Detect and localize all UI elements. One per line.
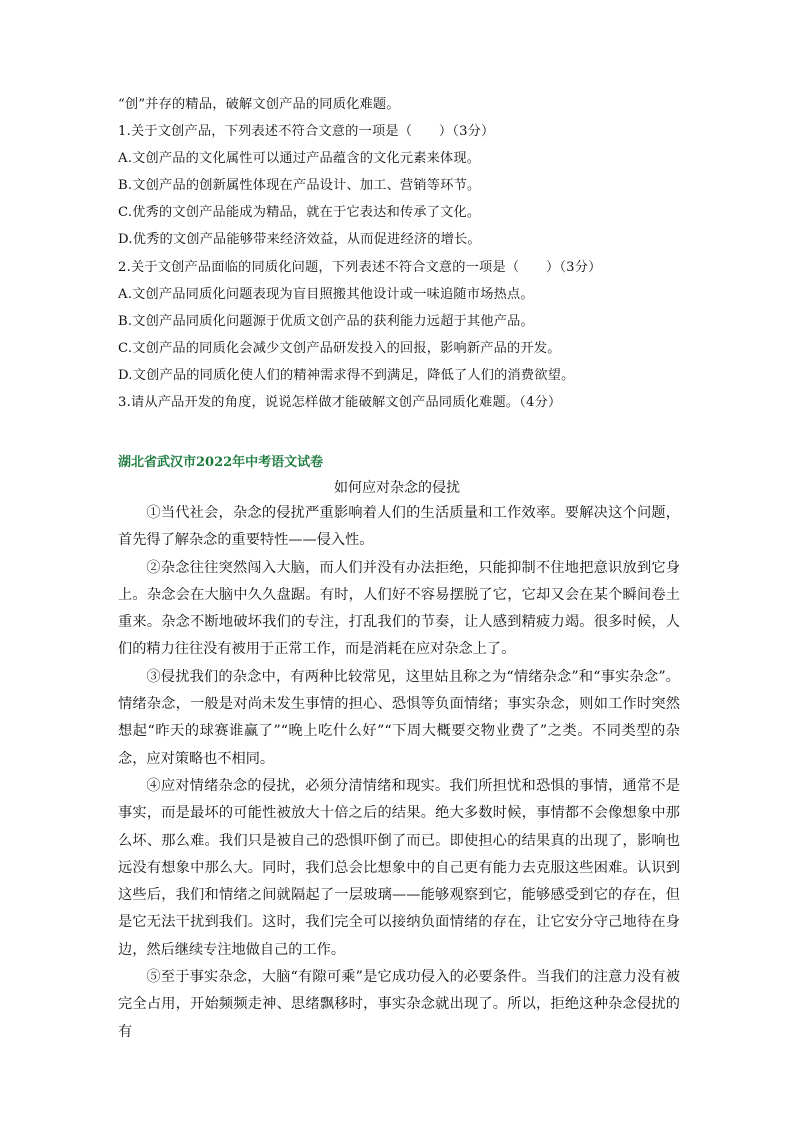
question-3-stem: 3.请从产品开发的角度，说说怎样做才能破解文创产品同质化难题。（4分） bbox=[118, 395, 562, 410]
question-1-stem: 1.关于文创产品，下列表述不符合文意的一项是（ ）（3分） bbox=[118, 124, 495, 139]
essay-paragraph-4: ④应对情绪杂念的侵扰，必须分清情绪和现实。我们所担忧和恐惧的事情，通常不是事实，而是最坏的可能性被放大十倍之后的结果。绝大多数时候，事情都不会像想象中那么坏、那么难。我们只是被自己的恐惧吓倒了而已。即使担心的结果真的出现了，影响也远没有想象中那么大。同时，我们总会比想象中的自己更有能力去克服这些困难。认识到这些后，我们和情绪之间就隔起了一层玻璃——能够观察到它，能够感受到它的存在，但是它无法干扰到我们。这时，我们完全可以接纳负面情绪的存在，让它安分守己地待在身边，然后继续专注地做自己的工作。 bbox=[118, 777, 680, 958]
question-1-option-b: B.文创产品的创新属性体现在产品设计、加工、营销等环节。 bbox=[118, 178, 481, 193]
previous-passage-tail: “创”并存的精品，破解文创产品的同质化难题。 bbox=[118, 97, 400, 112]
question-1-option-d: D.优秀的文创产品能够带来经济效益，从而促进经济的增长。 bbox=[118, 232, 481, 247]
essay-body bbox=[118, 500, 680, 1046]
exam-section-title: 湖北省武汉市2022年中考语文试卷 bbox=[118, 455, 324, 470]
essay-title: 如何应对杂念的侵扰 bbox=[334, 480, 460, 496]
question-1-option-c: C.优秀的文创产品能成为精品，就在于它表达和传承了文化。 bbox=[118, 205, 481, 220]
essay-paragraph-2: ②杂念往往突然闯入大脑，而人们并没有办法拒绝，只能抑制不住地把意识放到它身上。杂念会在大脑中久久盘踞。有时，人们好不容易摆脱了它，它却又会在某个瞬间卷土重来。杂念不断地破坏我们的专注，打乱我们的节奏，让人感到精疲力竭。很多时候，人们的精力往往没有被用于正常工作，而是消耗在应对杂念上了。 bbox=[118, 559, 680, 658]
question-2-option-b: B.文创产品同质化问题源于优质文创产品的获利能力远超于其他产品。 bbox=[118, 314, 534, 329]
essay-paragraph-1: ①当代社会，杂念的侵扰严重影响着人们的生活质量和工作效率。要解决这个问题，首先得了解杂念的重要特性——侵入性。 bbox=[118, 505, 680, 549]
essay-paragraph-3: ③侵扰我们的杂念中，有两种比较常见，这里姑且称之为“情绪杂念”和“事实杂念”。情绪杂念，一般是对尚未发生事情的担心、恐惧等负面情绪；事实杂念，则如工作时突然想起“昨天的球赛谁赢了”“晚上吃什么好”“下周大概要交物业费了”之类。不同类型的杂念，应对策略也不相同。 bbox=[118, 668, 680, 767]
question-2-option-c: C.文创产品的同质化会减少文创产品研发投入的回报，影响新产品的开发。 bbox=[118, 341, 561, 356]
question-2-stem: 2.关于文创产品面临的同质化问题，下列表述不符合文意的一项是（ ）（3分） bbox=[118, 260, 602, 275]
question-1-option-a: A.文创产品的文化属性可以通过产品蕴含的文化元素来体现。 bbox=[118, 151, 481, 166]
question-2-option-d: D.文创产品的同质化使人们的精神需求得不到满足，降低了人们的消费欲望。 bbox=[118, 368, 575, 383]
essay-paragraph-5: ⑤至于事实杂念，大脑“有隙可乘”是它成功侵入的必要条件。当我们的注意力没有被完全占用，开始频频走神、思绪飘移时，事实杂念就出现了。所以，拒绝这种杂念侵扰的有 bbox=[118, 969, 680, 1040]
question-2-option-a: A.文创产品同质化问题表现为盲目照搬其他设计或一味追随市场热点。 bbox=[118, 287, 534, 302]
